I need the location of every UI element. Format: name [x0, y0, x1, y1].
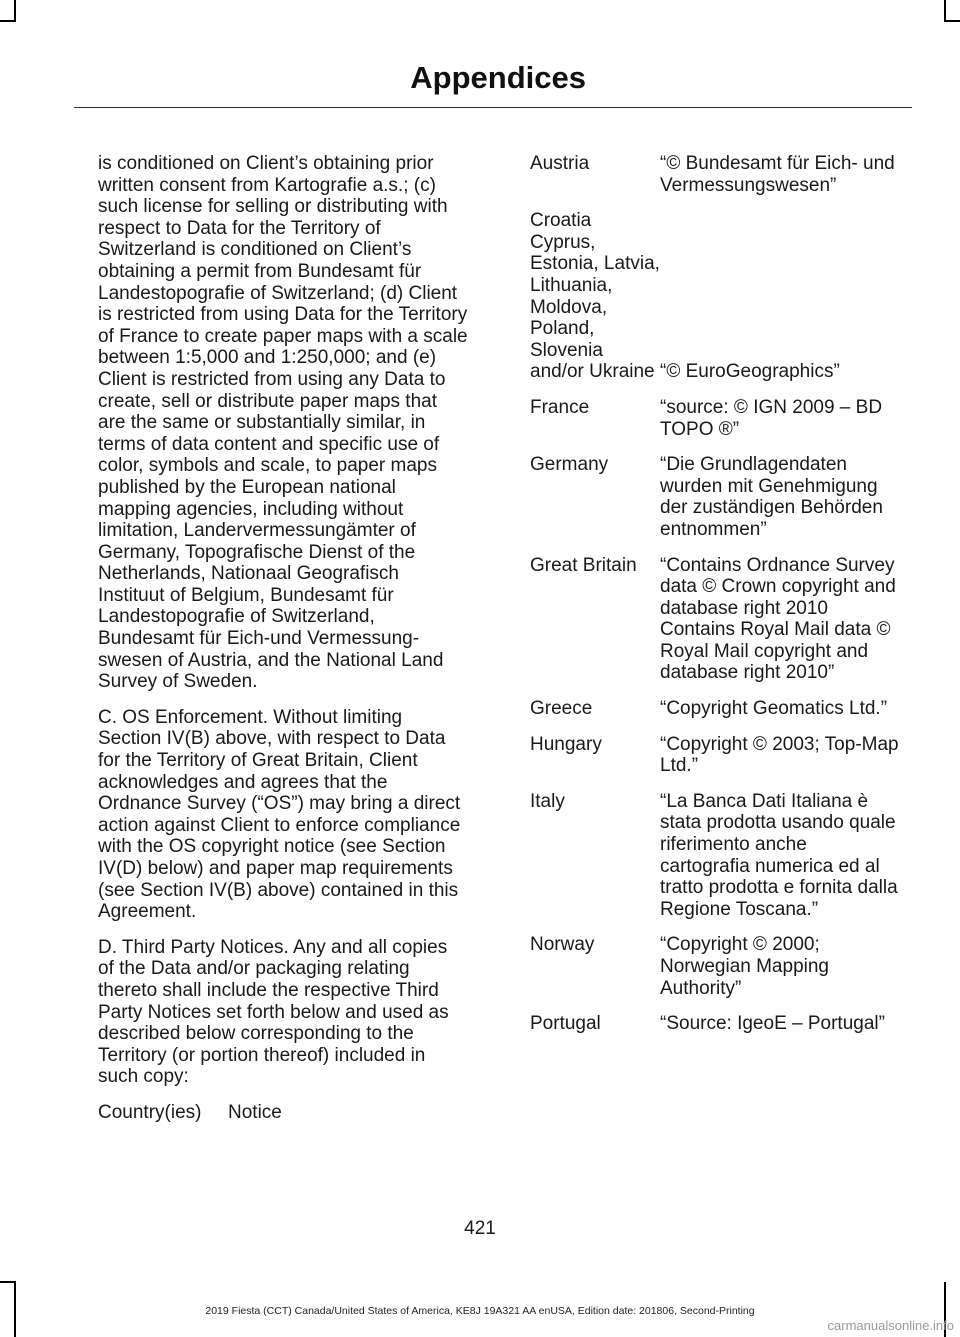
- country-cell: France: [530, 396, 590, 418]
- table-row: [530, 397, 905, 440]
- table-row: [530, 555, 905, 685]
- notice-cell: “Die Grundlagendaten wurden mit Genehmigung der zuständigen Behörden entnommen”: [660, 454, 883, 540]
- table-row: [530, 210, 905, 383]
- crop-mark-top-right-h: [944, 20, 960, 22]
- notice-cell: “Contains Ordnance Survey data © Crown copyright and database right 2010 Contains Royal Mail data © Royal Mail copyright and database right 2010”: [660, 554, 896, 684]
- table-row: [530, 791, 905, 921]
- notice-cell: “© Bundesamt für Eich- und Vermessungswesen”: [660, 153, 895, 196]
- paragraph-os-enforcement: C. OS Enforcement. Without limiting Section IV(B) above, with respect to Data for the Territory of Great Britain, Client acknowledges and agrees that the Ordnance Survey (“OS”) may bring a direct action against Client to enforce compliance with the OS copyright notice (see Section IV(D) below) and paper map requirements (see Section IV(B) above) contained in this Agreement.: [98, 706, 461, 923]
- paragraph-license-conditions: is conditioned on Client’s obtaining prior written consent from Kartografie a.s.; (c) such license for selling or distributing with respect to Data for the Territory of Switzerland is conditioned on Client’s obtaining a permit from Bundesamt für Landestopografie of Switzerland; (d) Client is restricted from using Data for the Territory of France to create paper maps with a scale between 1:5,000 and 1:250,000; and (e) Client is restricted from using any Data to create, sell or distribute paper maps that are the same or substantially similar, in terms of data content and specific use of color, symbols and scale, to paper maps published by the European national mapping agencies, including without limitation, Landervermessungämter of Germany, Topografische Dienst of the Netherlands, Nationaal Geografisch Instituut of Belgium, Bundesamt für Landestopografie of Switzerland, Bundesamt für Eich-und Vermessung-swesen of Austria, and the National Land Survey of Sweden.: [98, 153, 468, 693]
- table-row: [530, 698, 905, 720]
- country-cell: Great Britain: [530, 554, 637, 576]
- country-cell: Greece: [530, 698, 593, 720]
- country-cell: Norway: [530, 934, 595, 956]
- country-cell: Croatia Cyprus, Estonia, Latvia, Lithuania, Moldova, Poland, Slovenia and/or Ukraine: [530, 210, 660, 383]
- paragraph-third-party-notices: D. Third Party Notices. Any and all copies of the Data and/or packaging relating thereto shall include the respective Third Party Notices set forth below and used as described below corresponding to the Territory (or portion thereof) included in such copy:: [98, 936, 449, 1088]
- watermark: carmanualsonline.info: [827, 1318, 954, 1333]
- page-number: 421: [464, 1218, 496, 1239]
- table-row: [530, 1013, 905, 1035]
- header-divider: [74, 107, 912, 108]
- country-cell: Portugal: [530, 1013, 601, 1035]
- page-title: Appendices: [410, 60, 586, 95]
- column-header-country: Country(ies): [98, 1101, 202, 1123]
- table-row: [530, 454, 905, 540]
- country-cell: Austria: [530, 153, 590, 174]
- notice-cell: “Copyright © 2000; Norwegian Mapping Authority”: [660, 934, 829, 999]
- country-cell: Germany: [530, 454, 609, 476]
- notice-cell: “© EuroGeographics”: [660, 361, 840, 383]
- footer-text: 2019 Fiesta (CCT) Canada/United States of America, KE8J 19A321 AA enUSA, Edition date: 201806, Second-Printing: [205, 1305, 755, 1317]
- table-row: [530, 934, 905, 999]
- country-cell: Hungary: [530, 733, 602, 755]
- table-row: [530, 153, 905, 196]
- notice-cell: “La Banca Dati Italiana è stata prodotta usando quale riferimento anche cartografia numerica ed al tratto prodotta e fornita dalla Regione Toscana.”: [660, 790, 898, 920]
- notice-cell: “Copyright Geomatics Ltd.”: [660, 698, 888, 720]
- table-row: [530, 734, 905, 777]
- notice-cell: “Source: IgeoE – Portugal”: [660, 1013, 885, 1035]
- notice-cell: “Copyright © 2003; Top-Map Ltd.”: [660, 733, 899, 777]
- left-column: [98, 153, 468, 1124]
- crop-mark-bottom-left-h: [0, 1281, 16, 1283]
- country-cell: Italy: [530, 790, 565, 812]
- crop-mark-top-left-v: [14, 0, 16, 20]
- table-column-headers: [98, 1102, 468, 1124]
- crop-mark-top-right-v: [944, 0, 946, 20]
- column-header-notice: Notice: [228, 1101, 282, 1123]
- notice-cell: “source: © IGN 2009 – BD TOPO ®”: [660, 396, 883, 440]
- crop-mark-top-left-h: [0, 20, 16, 22]
- notices-table: [530, 153, 905, 1049]
